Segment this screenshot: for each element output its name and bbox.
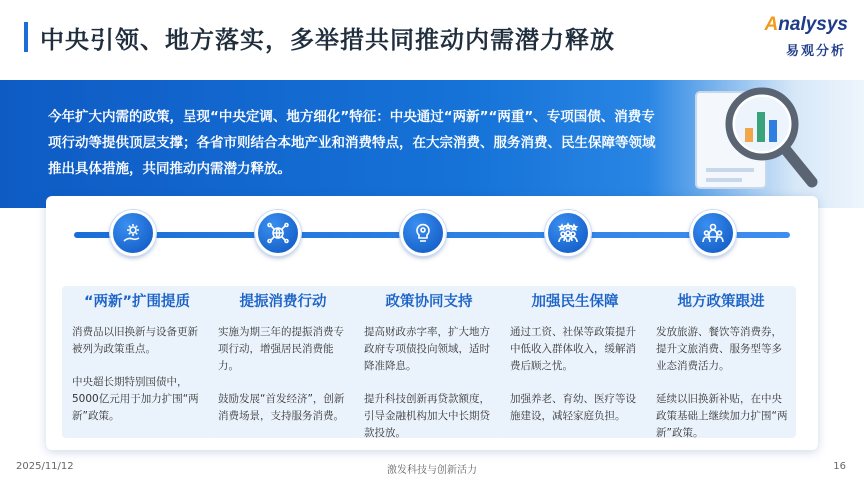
- card-body: [364, 324, 496, 458]
- card-body: [218, 324, 350, 441]
- gear-hand-icon: [110, 210, 156, 256]
- card-title: 政策协同支持: [385, 294, 473, 310]
- card-paragraph: 延续以旧换新补贴，在中央政策基础上继续加力扩围“两新”政策。: [656, 393, 788, 439]
- card-paragraph: 实施为期三年的提振消费专项行动，增强居民消费能力。: [218, 326, 344, 372]
- intro-text: 今年扩大内需的政策，呈现“中央定调、地方细化”特征：中央通过“两新”“两重”、专项国债、消费专项行动等提供顶层支撑；各省市则结合本地产业和消费特点，在大宗消费、服务消费、民生保障等领域推出具体措施，共同推动内需潜力释放。: [48, 109, 656, 177]
- analysys-logo: [744, 14, 848, 62]
- footer-date: 2025/11/12: [16, 461, 74, 472]
- lightbulb-gear-icon: [400, 210, 446, 256]
- people-stars-icon: [545, 210, 591, 256]
- logo-wordmark-lead: A: [764, 14, 779, 35]
- card-paragraph: 消费品以旧换新与设备更新被列为政策重点。: [72, 326, 198, 355]
- card-title: 提振消费行动: [239, 294, 327, 310]
- page-title: 中央引领、地方落实，多举措共同推动内需潜力释放: [40, 26, 615, 54]
- page-number: 16: [833, 461, 846, 472]
- logo-wordmark: [765, 14, 848, 36]
- card-paragraph: 鼓励发展“首发经济”，创新消费场景，支持服务消费。: [218, 393, 345, 422]
- logo-wordmark-rest: nalysys: [778, 14, 848, 35]
- footer-slogan: 激发科技与创新活力: [387, 465, 477, 476]
- logo-chinese-name: 易观分析: [785, 44, 846, 59]
- card-title: 加强民生保障: [531, 294, 619, 310]
- card-paragraph: 提升科技创新再贷款额度，引导金融机构加大中长期贷款投放。: [364, 393, 490, 439]
- card-paragraph: 通过工资、社保等政策提升中低收入群体收入，缓解消费后顾之忧。: [510, 326, 636, 372]
- card-paragraph: 发放旅游、餐饮等消费券，提升文旅消费、服务型等多业态消费活力。: [656, 326, 782, 372]
- card-body: [510, 324, 642, 441]
- card-body: [656, 324, 788, 458]
- magnifier-chart-icon: [676, 78, 826, 200]
- title-accent-bar: [24, 22, 28, 52]
- card-paragraph: 加强养老、育幼、医疗等设施建设，减轻家庭负担。: [510, 393, 636, 422]
- card-title: “两新”扩围提质: [83, 294, 191, 310]
- card-body: [72, 324, 204, 441]
- card-paragraph: 中央超长期特别国债中，5000亿元用于加力扩围“两新”政策。: [72, 376, 199, 422]
- card-title: 地方政策跟进: [677, 294, 765, 310]
- card-paragraph: 提高财政赤字率，扩大地方政府专项债投向领域，适时降准降息。: [364, 326, 490, 372]
- people-group-icon: [690, 210, 736, 256]
- network-globe-icon: [255, 210, 301, 256]
